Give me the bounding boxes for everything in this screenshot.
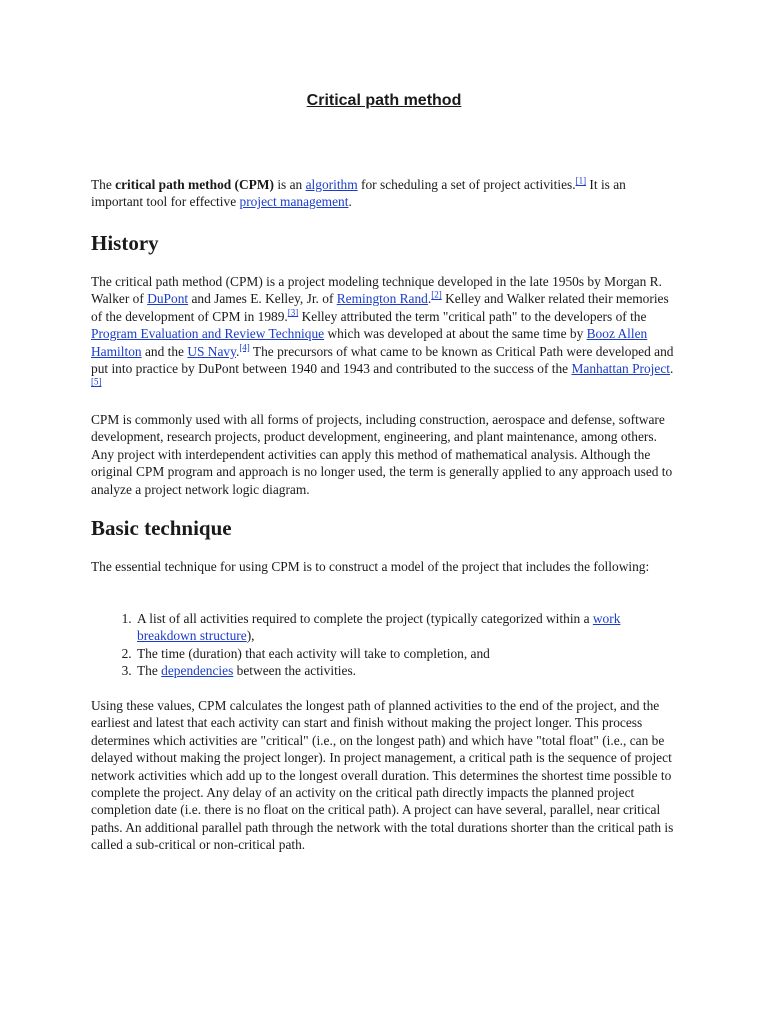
intro-bold-term: critical path method (CPM) [115,177,274,192]
list-item-text: The [137,663,162,679]
history-text: and James E. Kelley, Jr. of [188,291,337,307]
algorithm-link[interactable]: algorithm [305,177,358,192]
list-item-text: The time (duration) that each activity will take to completion, and [137,645,490,661]
history-text: . [670,361,674,377]
intro-text: for scheduling a set of project activities. [357,177,576,192]
history-paragraph-2: CPM is commonly used with all forms of projects, including construction, aerospace and defense, software development, research projects, product development, engineering, and plant maintenance, among others. Any project with interdependent activities can apply this method of mathematical analysis. Although the original CPM program and approach is no longer used, the term is generally applied to any approach used to analyze a project network logic diagram. [91,412,673,497]
history-text: . [235,343,240,359]
intro-text: The [91,177,116,192]
history-paragraph-1 [91,273,681,395]
page-title: Critical path method [306,92,462,109]
intro-text: It is an important tool for effective [91,177,626,210]
basic-technique-paragraph-1: The essential technique for using CPM is to construct a model of the project that includes the following: [91,559,650,574]
dupont-link[interactable]: DuPont [147,291,189,307]
booz-allen-hamilton-link[interactable]: Booz Allen Hamilton [91,326,648,359]
history-text: Kelley and Walker related their memories of the development of CPM in 1989. [91,291,669,324]
pert-link[interactable]: Program Evaluation and Review Technique [91,326,325,342]
history-text: which was developed at about the same time by [324,326,587,342]
reference-link-5[interactable]: [5] [91,376,102,387]
list-item-text: A list of all activities required to complete the project (typically categorized within a [137,611,593,626]
project-management-link[interactable]: project management [239,194,349,210]
list-item [135,645,681,662]
history-text: Kelley attributed the term "critical path" to the developers of the [298,308,647,324]
technique-steps-list [91,610,681,680]
dependencies-link[interactable]: dependencies [161,663,234,679]
history-text: The critical path method (CPM) is a project modeling technique developed in the late 1950s by Morgan R. Walker of [91,274,662,307]
history-heading: History [91,231,159,255]
intro-paragraph [91,176,681,211]
reference-link-4[interactable]: [4] [239,342,250,353]
remington-rand-link[interactable]: Remington Rand [336,291,428,307]
reference-link-3[interactable]: [3] [287,307,299,318]
us-navy-link[interactable]: US Navy [187,343,236,359]
reference-link-2[interactable]: [2] [431,289,442,300]
manhattan-project-link[interactable]: Manhattan Project [571,361,671,377]
history-text: . [427,291,432,307]
list-item [135,662,681,679]
intro-text: is an [273,177,306,192]
basic-technique-paragraph-2: Using these values, CPM calculates the longest path of planned activities to the end of the project, and the earliest and latest that each activity can start and finish without making the project longer. This process determines which activities are "critical" (i.e., on the longest path) and which have "total float" (i.e., can be delayed without making the project longer). In project management, a critical path is the sequence of project network activities which add up to the longest overall duration. This determines the shortest time possible to complete the project. Any delay of an activity on the critical path directly impacts the planned project completion date (i.e. there is no float on the critical path). A project can have several, parallel, near critical paths. An additional parallel path through the network with the total durations shorter than the critical path is called a sub-critical or non-critical path. [91,698,674,853]
work-breakdown-structure-link[interactable]: work breakdown structure [137,611,621,644]
list-item [135,610,681,645]
history-text: and the [141,343,188,359]
intro-text: . [348,194,352,210]
list-item-text: ), [246,628,255,644]
list-item-text: between the activities. [233,663,357,679]
reference-link-1[interactable]: [1] [575,175,587,186]
history-text: The precursors of what came to be known as Critical Path were developed and put into practice by DuPont between 1940 and 1943 and contributed to the success of the [91,343,674,377]
basic-technique-heading: Basic technique [91,516,232,540]
